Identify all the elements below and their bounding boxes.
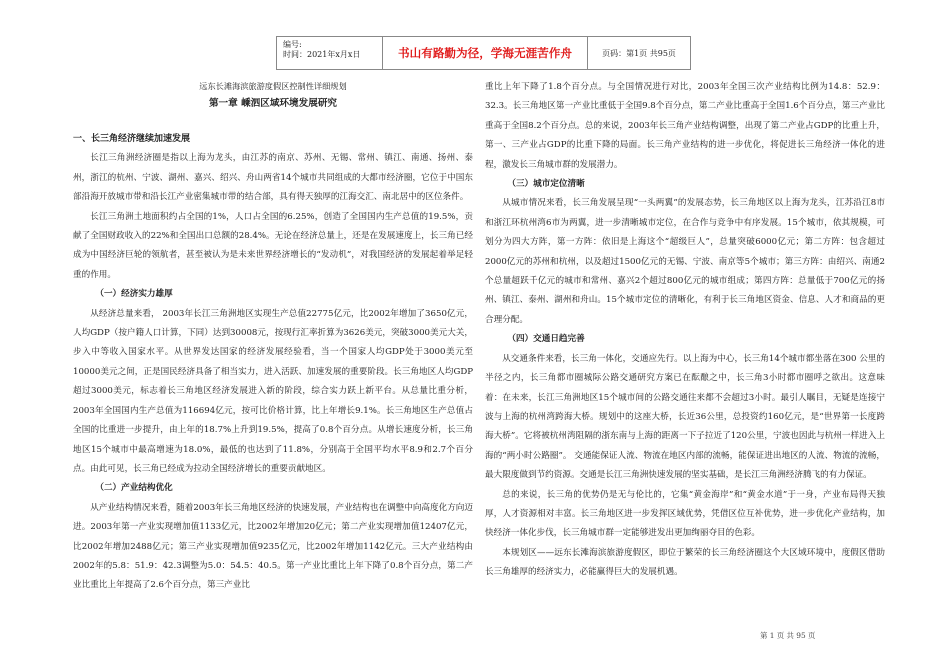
chapter-title: 第一章 嵊泗区域环境发展研究 <box>208 98 338 109</box>
serial-label: 编号: <box>283 40 302 49</box>
paragraph: 长江三角洲土地面积约占全国的1%，人口占全国的6.25%，创造了全国国内生产总值的19.5%，贡献了全国财政收入的22%和全国出口总额的28.4%。无论在经济总量上，还是在发展速度上，长三角已经成为中国经济巨轮的领航者，甚至被认为是未来世界经济增长的“发动机”，对我国经济的发展起着举足轻重的作用。 <box>73 211 473 280</box>
subsection-heading: （一）经济实力雄厚 <box>95 289 173 300</box>
subsection-heading: （二）产业结构优化 <box>95 483 173 494</box>
paragraph: 长江三角洲经济圈是指以上海为龙头，由江苏的南京、苏州、无锡、常州、镇江、南通、扬州、泰州，浙江的杭州、宁波、湖州、嘉兴、绍兴、舟山两省14个城市共同组成的大都市经济圈，它位于中国东部沿海开放城市带和沿长江产业密集城市带的结合部，具有得天独厚的江海交汇、南北居中的区位条件。 <box>73 153 473 203</box>
paragraph: 从城市情况来看，长三角发展呈现“一头两翼”的发展态势，长三角地区以上海为龙头，江苏沿江8市和浙江环杭州湾6市为两翼，进一步清晰城市定位，在合作与竞争中有序发展。15个城市，依其规模，可划分为四大方阵，第一方阵：依旧是上海这个“超级巨人”，总量突破6000亿元；第二方阵：包含超过2000亿元的苏州和杭州，以及超过1500亿元的无锡、宁波、南京等5个城市；第三方阵：由绍兴、南通2个总量超跃千亿元的城市和常州、嘉兴2个超过800亿元的城市组成；第四方阵：总量低于700亿元的扬州、镇江、泰州、湖州和舟山。15个城市定位的清晰化，有利于长三角地区资金、信息、人才和商品的更合理分配。 <box>485 198 885 325</box>
subsection-heading: （四）交通日趋完善 <box>507 334 585 345</box>
paragraph: 本规划区——远东长滩海滨旅游度假区，即位于繁荣的长三角经济圈这个大区域环境中，度假区借助长三角雄厚的经济实力，必能赢得巨大的发展机遇。 <box>485 547 885 578</box>
paragraph: 总的来说，长三角的优势仍是无与伦比的，它集“黄金海岸”和“黄金水道”于一身，产业布局得天独厚，人才资源相对丰富。长三角地区进一步发挥区域优势，凭借区位互补优势，进一步优化产业结构，加快经济一体化步伐，长三角城市群一定能够进发出更加绚丽夺目的色彩。 <box>485 489 885 539</box>
header-meta-cell <box>277 37 383 69</box>
header-page-label: 页码：第1页 共95页 <box>602 48 676 58</box>
time-label: 时间：2021年x月x日 <box>283 50 361 59</box>
document-subtitle: 远东长滩海滨旅游度假区控制性详细规划 <box>199 81 347 91</box>
page-footer: 第 1 页 共 95 页 <box>760 631 816 640</box>
left-column <box>73 78 473 596</box>
subsection-heading: （三）城市定位清晰 <box>507 179 585 190</box>
section-heading: 一、长三角经济继续加速发展 <box>73 134 191 144</box>
header-motto: 书山有路勤为径，学海无涯苦作舟 <box>383 37 588 69</box>
right-column <box>485 78 885 583</box>
paragraph: 从交通条件来看，长三角一体化，交通应先行。以上海为中心，长三角14个城市都坐落在300 公里的半径之内，长三角都市圈城际公路交通研究方案已在酝酿之中，长三角3小时都市圈呼之欲出。这意味着：在未来，长江三角洲地区15个城市间的公路交通往来都不会超过3小时。最引人瞩目，无疑是连接宁波与上海的杭州湾跨海大桥。规划中的这座大桥，长近36公里，总投资约160亿元，是“世界第一长度跨海大桥”。它将被杭州湾阻隔的浙东南与上海的距离一下子拉近了120公里，宁波也因此与杭州一样进入上海的“两小时公路圈”。 交通能保证人流、物流在地区内部的流畅，能保证进出地区的人流、物流的流畅，最大限度做到节约资源。交通是长江三角洲快速发展的坚实基础，是长江三角洲经济腾飞的有力保证。 <box>485 353 885 481</box>
paragraph: 从经济总量来看， 2003年长江三角洲地区实现生产总值22775亿元，比2002年增加了3650亿元，人均GDP（按户籍人口计算，下同）达到30008元，按现行汇率折算为3626美元，突破3000美元大关，步入中等收入国家水平。从世界发达国家的经济发展经验看，当一个国家人均GDP处于3000美元至10000美元之间，正是国民经济具备了相当实力，进入活跃、加速发展的重要阶段。长三角地区人均GDP超过3000美元，标志着长三角地区经济发展进入新的阶段，综合实力跃上新平台。从总量比重分析， 2003年全国国内生产总值为116694亿元，按可比价格计算，比上年增长9.1%。长三角地区生产总值占全国的比重进一步提升，由上年的18.7%上升到19.5%，提高了0.8个百分点。从增长速度分析，长三角地区15个城市中最高增速为18.0%，最低的也达到了11.8%，分别高于全国平均水平8.9和2.7个百分点。由此可见，长三角已经成为拉动全国经济增长的重要贡献地区。 <box>73 308 473 474</box>
page-header-box <box>276 36 691 70</box>
paragraph-continuation: 重比上年下降了1.8个百分点。与全国情况进行对比，2003年全国三次产业结构比例为14.8：52.9：32.3。长三角地区第一产业比重低于全国9.8个百分点，第二产业比重高于全国1.6个百分点，第三产业比重高于全国8.2个百分点。总的来说，2003年长三角产业结构调整，出现了第二产业占GDP的比重上升，第一、三产业占GDP的比重下降的局面。长三角产业结构的进一步优化，将促进长三角经济一体化的进程，激发长三角城市群的发展潜力。 <box>485 82 885 170</box>
paragraph: 从产业结构情况来看，随着2003年长三角地区经济的快速发展，产业结构也在调整中向高度化方向迈进。2003年第一产业实现增加值1133亿元，比2002年增加20亿元；第二产业实现增加值12407亿元，比2002年增加2488亿元；第三产业实现增加值9235亿元，比2002年增加1142亿元。三大产业结构由2002年的5.8：51.9：42.3调整为5.0：54.5：40.5。第一产业比重比上年下降了0.8个百分点，第二产业比重比上年提高了2.6个百分点，第三产业比 <box>73 502 473 591</box>
